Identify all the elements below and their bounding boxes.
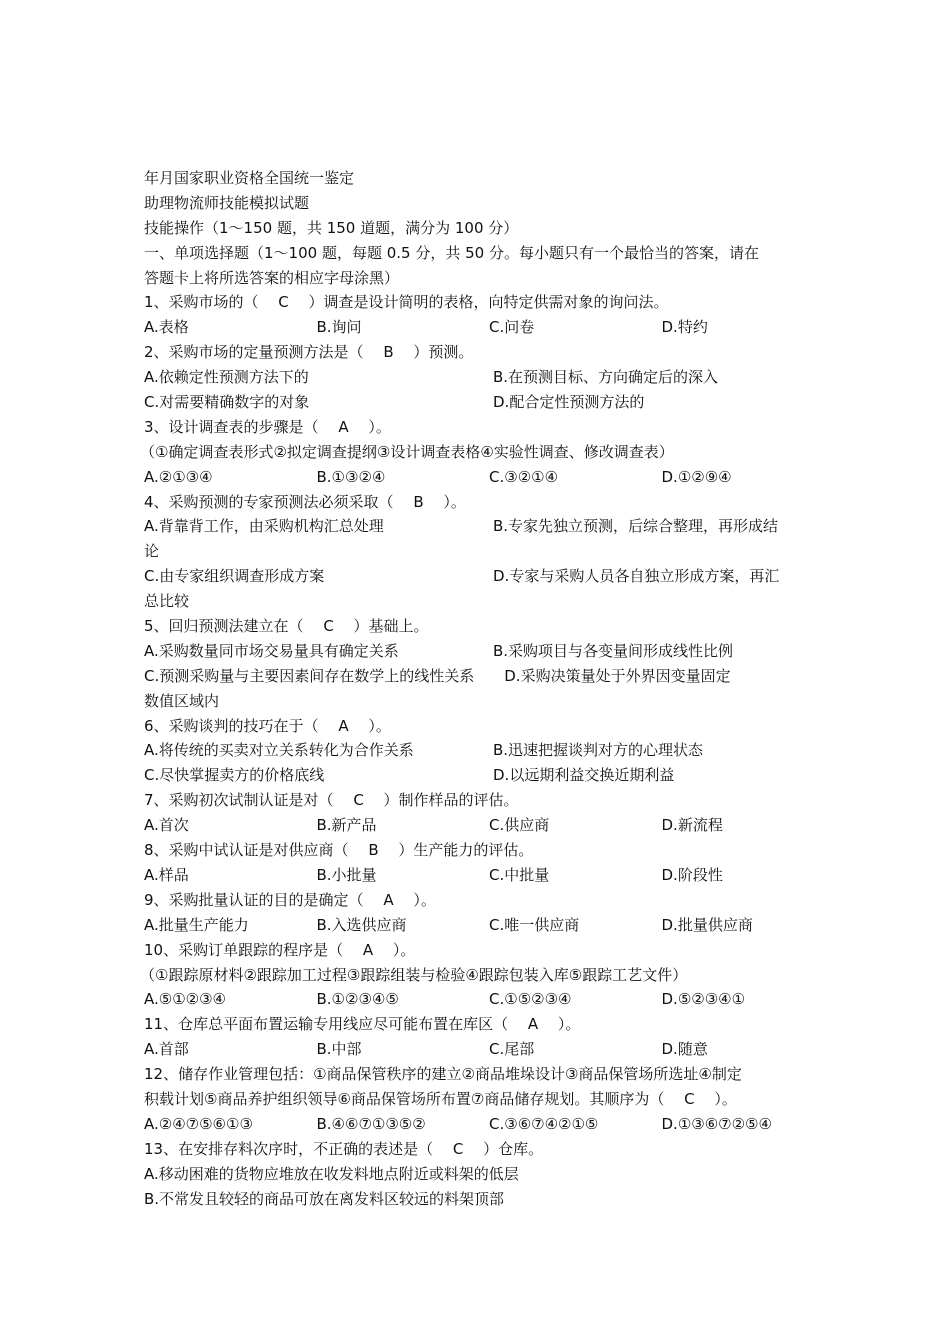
option-a: A.首部 [144,1040,189,1059]
question-stem: 8、采购中试认证是对供应商（ B ）生产能力的评估。 [144,841,534,860]
option-c: C.中批量 [489,865,550,884]
option-b: B.入选供应商 [316,915,407,934]
options-row [144,738,810,763]
options-row [144,863,810,888]
option-d: D.①②⑨④ [661,467,732,486]
option-a: A.依赖定性预测方法下的 [144,368,309,387]
option-d: D.⑤②③④① [661,990,746,1009]
question-stem: 11、仓库总平面布置运输专用线应尽可能布置在库区（ A ）。 [144,1015,581,1034]
option-d: D.阶段性 [661,865,723,884]
options-row-cd: C.预测采购量与主要因素间存在数学上的线性关系 D.采购决策量处于外界因变量固定 [144,666,731,685]
option-a: A.批量生产能力 [144,915,249,934]
option-wrap: 数值区域内 [144,691,220,710]
options-row [144,987,810,1012]
question-stem: 13、在安排存料次序时，不正确的表述是（ C ）仓库。 [144,1139,544,1158]
option-c: C.供应商 [489,816,550,835]
options-row [144,1112,810,1137]
option-b: B.不常发且较轻的商品可放在离发料区较远的料架顶部 [144,1189,505,1208]
option-b: B.小批量 [316,865,377,884]
option-d: D.特约 [661,318,708,337]
option-d: D.随意 [661,1040,708,1059]
question-note: （①确定调查表形式②拟定调查提纲③设计调查表格④实验性调查、修改调查表） [140,442,674,461]
document-page [140,166,810,1211]
option-b: B.①②③④⑤ [316,990,399,1009]
option-a: A.⑤①②③④ [144,990,227,1009]
question-stem: 10、采购订单跟踪的程序是（ A ）。 [144,940,416,959]
option-c: C.③②①④ [489,467,559,486]
question-stem: 3、设计调查表的步骤是（ A ）。 [144,417,391,436]
options-row [144,1037,810,1062]
option-a: A.样品 [144,865,189,884]
option-d: D.专家与采购人员各自独立形成方案，再汇 [493,567,780,586]
option-c: C.尽快掌握卖方的价格底线 [144,766,325,785]
option-b: B.中部 [316,1040,362,1059]
question-stem: 2、采购市场的定量预测方法是（ B ）预测。 [144,343,474,362]
options-row [144,514,810,539]
option-a: A.采购数量同市场交易量具有确定关系 [144,641,399,660]
options-row [144,465,810,490]
option-b: B.询问 [316,318,362,337]
option-c: C.对需要精确数字的对象 [144,393,310,412]
option-a: A.②①③④ [144,467,213,486]
question-stem: 6、采购谈判的技巧在于（ A ）。 [144,716,391,735]
option-a: A.将传统的买卖对立关系转化为合作关系 [144,741,414,760]
question-stem-cont: 积载计划⑤商品养护组织领导⑥商品保管场所布置⑦商品储存规划。其顺序为（ C ）。 [144,1089,737,1108]
question-stem: 9、采购批量认证的目的是确定（ A ）。 [144,890,436,909]
option-d: D.以远期利益交换近期利益 [493,766,675,785]
option-wrap: 论 [144,542,160,561]
option-d: D.批量供应商 [661,915,753,934]
options-row [144,390,810,415]
option-c: C.唯一供应商 [489,915,580,934]
section-heading: 一、单项选择题（1～100 题，每题 0.5 分，共 50 分。每小题只有一个最恰当的答案，请在 [144,243,759,262]
option-wrap: 总比较 [144,592,190,611]
question-stem: 7、采购初次试制认证是对（ C ）制作样品的评估。 [144,791,519,810]
question-stem: 1、采购市场的（ C ）调查是设计简明的表格，向特定供需对象的询问法。 [144,293,669,312]
options-row [144,365,810,390]
option-d: D.①③⑥⑦②⑤④ [661,1114,772,1133]
option-c: C.由专家组织调查形成方案 [144,567,325,586]
option-a: A.首次 [144,816,189,835]
question-stem: 4、采购预测的专家预测法必须采取（ B ）。 [144,492,466,511]
options-row [144,639,810,664]
option-b: B.专家先独立预测，后综合整理，再形成结 [493,517,779,536]
option-b: B.采购项目与各变量间形成线性比例 [493,641,734,660]
option-c: C.①⑤②③④ [489,990,572,1009]
option-a: A.移动困难的货物应堆放在收发料地点附近或料架的低层 [144,1164,519,1183]
option-b: B.①③②④ [316,467,386,486]
option-b: B.④⑥⑦①③⑤② [316,1114,426,1133]
exam-title: 助理物流师技能模拟试题 [144,193,310,212]
options-row [144,913,810,938]
section-heading-cont: 答题卡上将所选答案的相应字母涂黑） [144,268,400,287]
options-row [144,315,810,340]
options-row [144,813,810,838]
option-c: C.③⑥⑦④②①⑤ [489,1114,599,1133]
option-b: B.在预测目标、方向确定后的深入 [493,368,719,387]
question-stem: 5、回归预测法建立在（ C ）基础上。 [144,617,429,636]
exam-date-line: 年月国家职业资格全国统一鉴定 [144,169,355,187]
question-stem: 12、储存作业管理包括：①商品保管秩序的建立②商品堆垛设计③商品保管场所选址④制定 [144,1065,742,1084]
option-c: C.问卷 [489,318,535,337]
option-b: B.新产品 [316,816,377,835]
option-a: A.②④⑦⑤⑥①③ [144,1114,253,1133]
options-row [144,564,810,589]
exam-subtitle: 技能操作（1～150 题，共 150 道题，满分为 100 分） [144,218,519,237]
question-note: （①跟踪原材料②跟踪加工过程③跟踪组装与检验④跟踪包装入库⑤跟踪工艺文件） [140,965,688,984]
option-d: D.新流程 [661,816,723,835]
option-d: D.配合定性预测方法的 [493,393,645,412]
option-b: B.迅速把握谈判对方的心理状态 [493,741,704,760]
option-a: A.表格 [144,318,189,337]
option-a: A.背靠背工作，由采购机构汇总处理 [144,517,384,536]
options-row [144,763,810,788]
option-c: C.尾部 [489,1040,535,1059]
